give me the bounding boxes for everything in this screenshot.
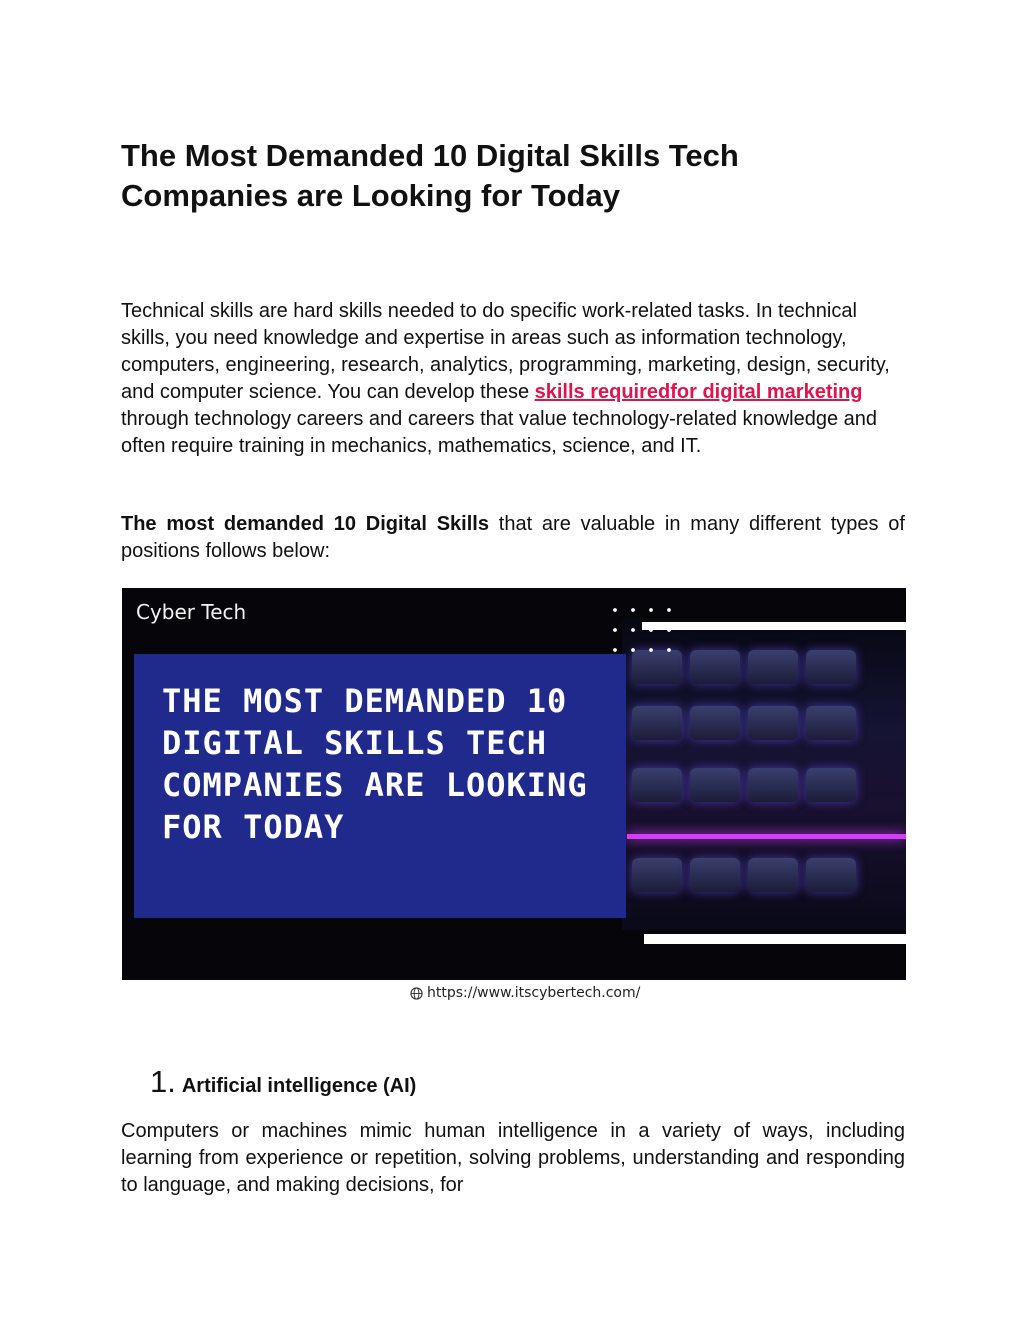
banner-white-bar-bottom bbox=[644, 934, 906, 944]
lead-text: that are valuable in many different types of positions follows below: bbox=[121, 513, 905, 562]
intro-text-start: Technical skills are hard skills needed to do specific work-related tasks. In technical skills, you need knowledge and expertise in areas such as information technology, computers, engineering, research, analytics, programming, marketing, design, security, and computer science. You can develop these bbox=[121, 300, 890, 403]
keyboard-key bbox=[690, 706, 740, 740]
key-row bbox=[632, 706, 906, 740]
intro-paragraph bbox=[121, 298, 905, 460]
banner-white-bar-top bbox=[642, 622, 906, 630]
section-ai-paragraph: Computers or machines mimic human intelligence in a variety of ways, including learning from experience or repetition, solving problems, understanding and responding to language, and making decisions, for bbox=[121, 1120, 905, 1196]
banner-image bbox=[122, 588, 906, 980]
keyboard-glow-line bbox=[627, 834, 906, 839]
section-title: Artificial intelligence (AI) bbox=[181, 1075, 417, 1097]
keyboard-key bbox=[806, 768, 856, 802]
keyboard-key bbox=[748, 858, 798, 892]
banner-headline: THE MOST DEMANDED 10 DIGITAL SKILLS TECH COMPANIES ARE LOOKING FOR TODAY bbox=[162, 682, 588, 846]
section-number: 1. bbox=[150, 1064, 176, 1099]
section-heading-ai bbox=[150, 1064, 416, 1100]
keyboard-key bbox=[632, 858, 682, 892]
decorative-dots-grid bbox=[606, 600, 678, 662]
lead-bold-text: The most demanded 10 Digital Skills bbox=[121, 513, 489, 535]
keyboard-key bbox=[748, 650, 798, 684]
banner-url: https://www.itscybertech.com/ bbox=[427, 985, 641, 1001]
banner-headline-box bbox=[134, 654, 626, 918]
keyboard-key bbox=[748, 706, 798, 740]
banner-url-caption bbox=[410, 983, 640, 1003]
lead-paragraph bbox=[121, 511, 905, 565]
keyboard-key bbox=[806, 650, 856, 684]
keyboard-key bbox=[690, 858, 740, 892]
keyboard-key bbox=[690, 768, 740, 802]
keyboard-key bbox=[690, 650, 740, 684]
keyboard-key bbox=[748, 768, 798, 802]
globe-icon bbox=[410, 987, 423, 1000]
keyboard-key bbox=[806, 706, 856, 740]
keyboard-key bbox=[632, 768, 682, 802]
key-row bbox=[632, 768, 906, 802]
keyboard-key bbox=[806, 858, 856, 892]
banner-brand-label: Cyber Tech bbox=[136, 600, 247, 624]
intro-text-end: through technology careers and careers that value technology-related knowledge and often require training in mechanics, mathematics, science, and IT. bbox=[121, 408, 878, 457]
page-title: The Most Demanded 10 Digital Skills Tech Companies are Looking for Today bbox=[121, 138, 739, 213]
key-row bbox=[632, 858, 906, 892]
keyboard-key bbox=[632, 706, 682, 740]
digital-marketing-skills-link[interactable]: skills requiredfor digital marketing bbox=[534, 381, 863, 403]
